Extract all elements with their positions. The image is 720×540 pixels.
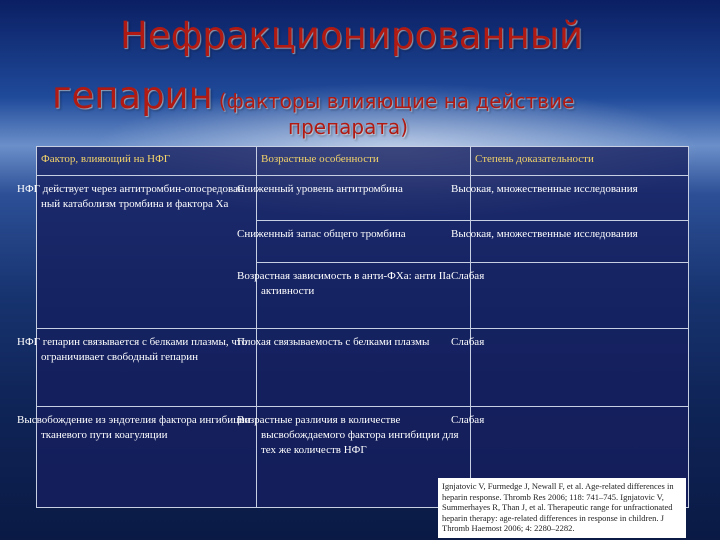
evidence-cell: Высокая, множественные исследования xyxy=(471,176,689,221)
title-subtitle: (факторы влияющие на действие xyxy=(218,89,575,113)
factor-cell: Высвобождение из эндотелия фактора ингибиции тканевого пути коагуляции xyxy=(37,407,257,508)
title-line-1: Нефракционированный xyxy=(120,14,584,57)
header-evidence: Степень доказательности xyxy=(471,147,689,176)
evidence-cell: Слабая xyxy=(471,407,689,508)
factors-table xyxy=(17,146,689,508)
table-row xyxy=(37,176,689,221)
feature-cell: Возрастная зависимость в анти-ФХа: анти IIа активности xyxy=(257,263,471,329)
feature-cell: Плохая связываемость с белками плазмы xyxy=(257,329,471,407)
feature-cell: Возрастные различия в количестве высвобождаемого фактора ингибиции для тех же количеств НФГ xyxy=(257,407,471,508)
evidence-cell: Высокая, множественные исследования xyxy=(471,221,689,263)
evidence-cell: Слабая xyxy=(471,263,689,329)
feature-cell: Сниженный уровень антитромбина xyxy=(257,176,471,221)
table-header-row xyxy=(37,147,689,176)
title-line-2 xyxy=(52,74,574,117)
title-line-3: препарата) xyxy=(288,115,409,139)
factor-cell: НФГ гепарин связывается с белками плазмы, что ограничивает свободный гепарин xyxy=(37,329,257,407)
header-factor: Фактор, влияющий на НФГ xyxy=(37,147,257,176)
title-main-word: гепарин xyxy=(52,74,213,117)
header-age-features: Возрастные особенности xyxy=(257,147,471,176)
feature-cell: Сниженный запас общего тромбина xyxy=(257,221,471,263)
evidence-cell: Слабая xyxy=(471,329,689,407)
table-row xyxy=(37,329,689,407)
factor-cell: НФГ действует через антитромбин-опосредован ный катаболизм тромбина и фактора Ха xyxy=(37,176,257,329)
reference-box: Ignjatovic V, Furmedge J, Newall F, et al. Age-related differences in heparin response. Thromb Res 2006; 118: 741–745. Ignjatovic V, Summerhayes R, Than J, et al. Therapeutic range for unfractionated heparin therapy: age-related differences in response in children. J Thromb Haemost 2006; 4: 2280–2282. xyxy=(438,478,686,538)
